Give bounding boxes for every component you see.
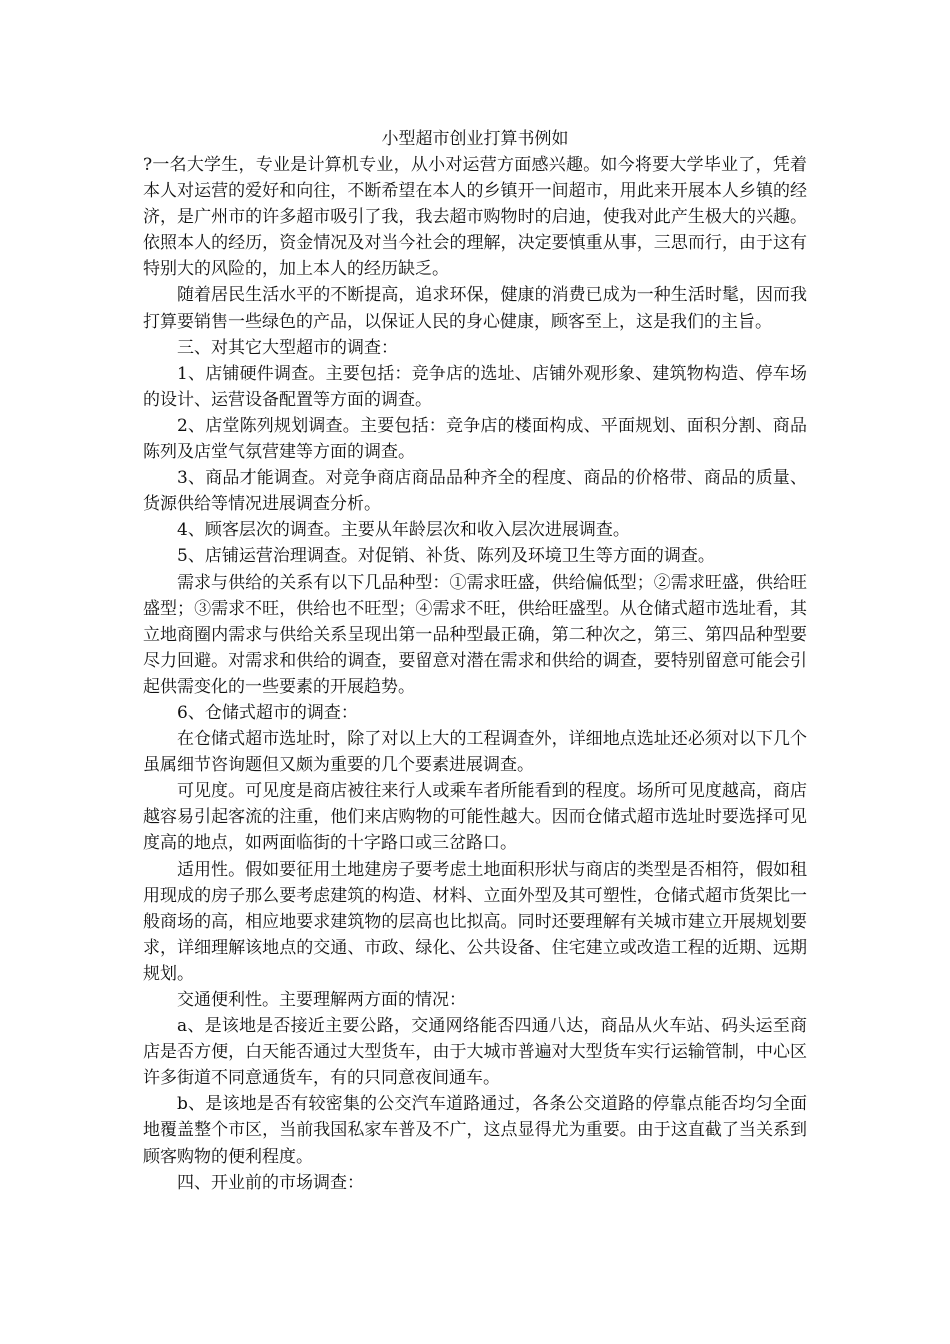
paragraph-visibility: 可见度。可见度是商店被往来行人或乘车者所能看到的程度。场所可见度越高，商店越容易引起客流的注重，他们来店购物的可能性越大。因而仓储式超市选址时要选择可见度高的地点，如两面临街的十字路口或三岔路口。 xyxy=(143,781,807,854)
paragraph-suitability: 适用性。假如要征用土地建房子要考虑土地面积形状与商店的类型是否相符，假如租用现成的房子那么要考虑建筑的构造、材料、立面外型及其可塑性，仓储式超市货架比一般商场的高，相应地要求建筑物的层高也比拟高。同时还要理解有关城市建立开展规划要求，详细理解该地点的交通、市政、绿化、公共设备、住宅建立或改造工程的近期、远期规划。 xyxy=(143,859,807,984)
list-item-management-survey: 5、店铺运营治理调查。对促销、补货、陈列及环境卫生等方面的调查。 xyxy=(177,546,715,567)
paragraph-transport: 交通便利性。主要理解两方面的情况： xyxy=(177,990,466,1010)
paragraph-transport-a: a、是该地是否接近主要公路，交通网络能否四通八达，商品从火车站、码头运至商店是否方便，白天能否通过大型货车，由于大城市普遍对大型货车实行运输管制，中心区许多街道不同意通货车，有的只同意夜间通车。 xyxy=(143,1016,807,1089)
list-item-customer-survey: 4、顾客层次的调查。主要从年龄层次和收入层次进展调查。 xyxy=(177,520,630,541)
section-heading-market-survey: 四、开业前的市场调查： xyxy=(177,1172,364,1193)
list-item-goods-survey: 3、商品才能调查。对竞争商店商品品种齐全的程度、商品的价格带、商品的质量、货源供给等情况进展调查分析。 xyxy=(143,468,807,515)
document-body xyxy=(143,126,807,1196)
paragraph-supply-demand: 需求与供给的关系有以下几品种型：①需求旺盛，供给偏低型；②需求旺盛，供给旺盛型；③需求不旺，供给也不旺型；④需求不旺，供给旺盛型。从仓储式超市选址看，其立地商圈内需求与供给关系呈现出第一品种型最正确，第二种次之，第三、第四品种型要尽力回避。对需求和供给的调查，要留意对潜在需求和供给的调查，要特别留意可能会引起供需变化的一些要素的开展趋势。 xyxy=(143,572,807,697)
paragraph-transport-b: b、是该地是否有较密集的公交汽车道路通过，各条公交道路的停靠点能否均匀全面地覆盖整个市区，当前我国私家车普及不广，这点显得尤为重要。由于这直截了当关系到顾客购物的便利程度。 xyxy=(143,1094,807,1167)
paragraph-green-products: 随着居民生活水平的不断提高，追求环保，健康的消费已成为一种生活时髦，因而我打算要销售一些绿色的产品，以保证人民的身心健康，顾客至上，这是我们的主旨。 xyxy=(143,285,807,332)
list-item-display-survey: 2、店堂陈列规划调查。主要包括：竞争店的楼面构成、平面规划、面积分割、商品陈列及店堂气氛营建等方面的调查。 xyxy=(143,415,807,463)
section-heading-competitor-survey: 三、对其它大型超市的调查： xyxy=(177,337,398,358)
list-item-hardware-survey: 1、店铺硬件调查。主要包括：竞争店的选址、店铺外观形象、建筑物构造、停车场的设计、运营设备配置等方面的调查。 xyxy=(143,363,807,410)
paragraph-site-selection: 在仓储式超市选址时，除了对以上大的工程调查外，详细地点选址还必须对以下几个虽属细节咨询题但又颇为重要的几个要素进展调查。 xyxy=(143,729,807,776)
document-title: 小型超市创业打算书例如 xyxy=(381,129,569,149)
list-item-warehouse-survey: 6、仓储式超市的调查： xyxy=(177,702,358,723)
paragraph-intro: ?一名大学生，专业是计算机专业，从小对运营方面感兴趣。如今将要大学毕业了，凭着本人对运营的爱好和向往，不断希望在本人的乡镇开一间超市，用此来开展本人乡镇的经济，是广州市的许多超市吸引了我，我去超市购物时的启迪，使我对此产生极大的兴趣。依照本人的经历，资金情况及对当今社会的理解，决定要慎重从事，三思而行，由于这有特别大的风险的，加上本人的经历缺乏。 xyxy=(143,155,807,280)
